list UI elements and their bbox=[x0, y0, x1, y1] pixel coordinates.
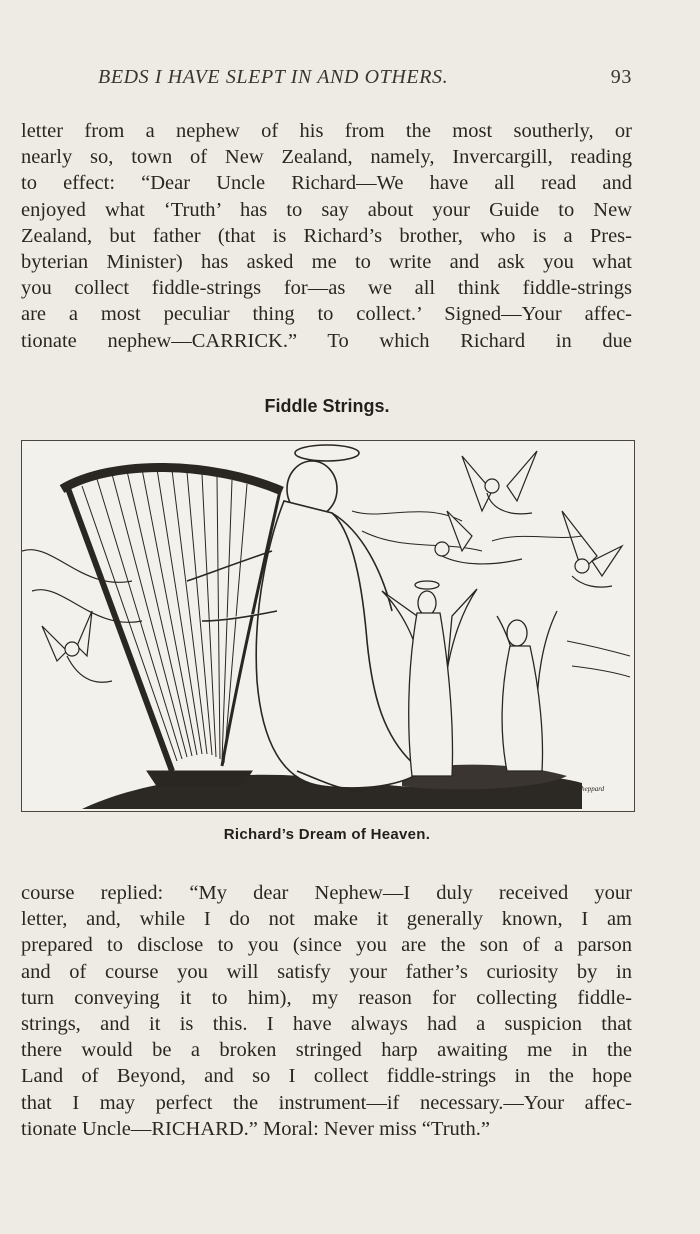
text-line: that I may perfect the instrument—if necessary.—Your affec- bbox=[21, 1091, 632, 1114]
cartoon-illustration bbox=[21, 440, 635, 812]
angel-right bbox=[562, 511, 622, 587]
halo bbox=[295, 445, 359, 461]
angel-left bbox=[42, 611, 112, 682]
harp bbox=[22, 467, 282, 786]
text-line: enjoyed what ‘Truth’ has to say about your Guide to New bbox=[21, 198, 632, 221]
text-line: byterian Minister) has asked me to write and ask you what bbox=[21, 250, 632, 273]
figure-caption: Richard’s Dream of Heaven. bbox=[223, 826, 431, 843]
text-line: strings, and it is this. I have always had a suspicion that bbox=[21, 1012, 632, 1035]
text-line: nearly so, town of New Zealand, namely, Invercargill, reading bbox=[21, 146, 632, 169]
angel-standing-right bbox=[497, 611, 630, 771]
text-line: turn conveying it to him), my reason for collecting fiddle- bbox=[21, 986, 632, 1009]
page-number: 93 bbox=[610, 66, 632, 88]
text-line: are a most peculiar thing to collect.’ Signed—Your affec- bbox=[21, 303, 632, 326]
cartoon-drawing bbox=[22, 441, 634, 811]
text-line: Land of Beyond, and so I collect fiddle-strings in the hope bbox=[21, 1065, 632, 1088]
text-line: letter, and, while I do not make it generally known, I am bbox=[21, 908, 632, 931]
paragraph-bottom bbox=[21, 880, 632, 1142]
text-line: tionate nephew—CARRICK.” To which Richard in due bbox=[21, 329, 632, 352]
text-line: tionate Uncle—RICHARD.” Moral: Never miss “Truth.” bbox=[21, 1117, 490, 1140]
text-line: Zealand, but father (that is Richard’s brother, who is a Pres- bbox=[21, 224, 632, 247]
artist-signature: M Sheppard bbox=[570, 785, 605, 793]
text-line: there would be a broken stringed harp awaiting me in the bbox=[21, 1039, 632, 1062]
running-head-title: BEDS I HAVE SLEPT IN AND OTHERS. bbox=[98, 66, 449, 88]
figure-title: Fiddle Strings. bbox=[264, 396, 390, 416]
text-line: and of course you will satisfy your father’s curiosity by in bbox=[21, 960, 632, 983]
text-line: you collect fiddle-strings for—as we all think fiddle-strings bbox=[21, 277, 632, 300]
text-line: to effect: “Dear Uncle Richard—We have all read and bbox=[21, 172, 632, 195]
text-line: prepared to disclose to you (since you are the son of a parson bbox=[21, 934, 632, 957]
paragraph-top bbox=[21, 118, 632, 354]
text-line: course replied: “My dear Nephew—I duly received your bbox=[21, 882, 632, 904]
text-line: letter from a nephew of his from the most southerly, or bbox=[21, 120, 632, 142]
angel-top-right bbox=[462, 451, 537, 514]
